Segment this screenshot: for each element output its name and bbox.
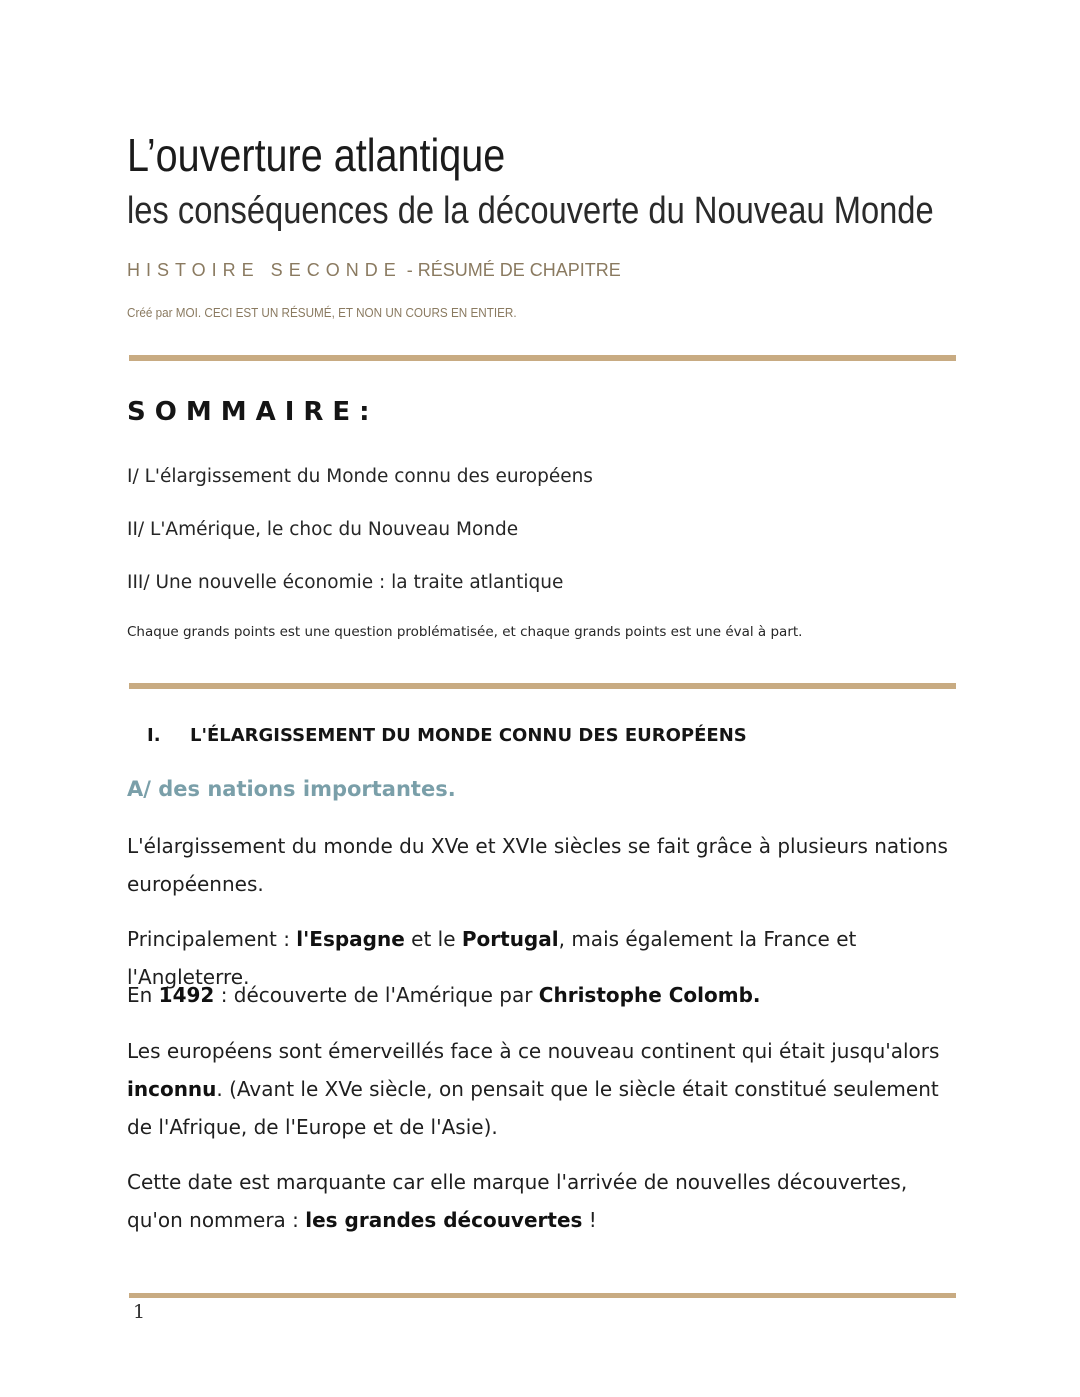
footer-rule bbox=[129, 1293, 956, 1298]
subsection-title: A/ des nations importantes. bbox=[127, 777, 456, 801]
toc-note: Chaque grands points est une question problématisée, et chaque grands points est une éval à part. bbox=[127, 624, 803, 640]
emphasis-text: les grandes découvertes bbox=[305, 1208, 583, 1232]
paragraph bbox=[127, 976, 957, 1014]
document-category bbox=[127, 260, 621, 281]
category-course: HISTOIRE SECONDE bbox=[127, 260, 402, 280]
paragraph-text: : découverte de l'Amérique par bbox=[214, 983, 539, 1007]
document-title: L’ouverture atlantique bbox=[127, 129, 506, 181]
divider-rule bbox=[129, 355, 956, 361]
emphasis-text: l'Espagne bbox=[296, 927, 405, 951]
toc-heading: SOMMAIRE: bbox=[127, 397, 379, 427]
paragraph-text: Les européens sont émerveillés face à ce nouveau continent qui était jusqu'alors bbox=[127, 1039, 940, 1063]
paragraph-text: En bbox=[127, 983, 159, 1007]
divider-rule bbox=[129, 683, 956, 689]
toc-item: I/ L'élargissement du Monde connu des européens bbox=[127, 466, 593, 487]
emphasis-text: 1492 bbox=[158, 983, 215, 1007]
category-type: - RÉSUMÉ DE CHAPITRE bbox=[401, 260, 621, 280]
section-title: L'ÉLARGISSEMENT DU MONDE CONNU DES EUROPÉENS bbox=[190, 725, 747, 746]
page-number: 1 bbox=[133, 1301, 146, 1323]
paragraph-text: Principalement : bbox=[127, 927, 297, 951]
toc-item: III/ Une nouvelle économie : la traite atlantique bbox=[127, 572, 564, 593]
paragraph-text: ! bbox=[582, 1208, 597, 1232]
document-subtitle: les conséquences de la découverte du Nouveau Monde bbox=[127, 190, 934, 232]
toc-item: II/ L'Amérique, le choc du Nouveau Monde bbox=[127, 519, 519, 540]
paragraph-text: . (Avant le XVe siècle, on pensait que le siècle était constitué seulement de l'Afrique, de l'Europe et de l'Asie). bbox=[127, 1077, 939, 1139]
paragraph-text: Cette date est marquante car elle marque l'arrivée de nouvelles découvertes, qu'on nommera : bbox=[127, 1170, 908, 1232]
emphasis-text: Christophe Colomb. bbox=[538, 983, 761, 1007]
paragraph-text: et le bbox=[404, 927, 462, 951]
paragraph: L'élargissement du monde du XVe et XVIe siècles se fait grâce à plusieurs nations européennes. bbox=[127, 834, 948, 896]
author-credit: Créé par MOI. CECI EST UN RÉSUMÉ, ET NON UN COURS EN ENTIER. bbox=[127, 305, 517, 320]
section-number: I. bbox=[147, 725, 161, 746]
paragraph bbox=[127, 1163, 957, 1239]
paragraph-text: , mais également la France et l'Angleterre. bbox=[127, 927, 857, 989]
paragraph bbox=[127, 1032, 957, 1146]
emphasis-text: inconnu bbox=[127, 1077, 217, 1101]
emphasis-text: Portugal bbox=[461, 927, 559, 951]
